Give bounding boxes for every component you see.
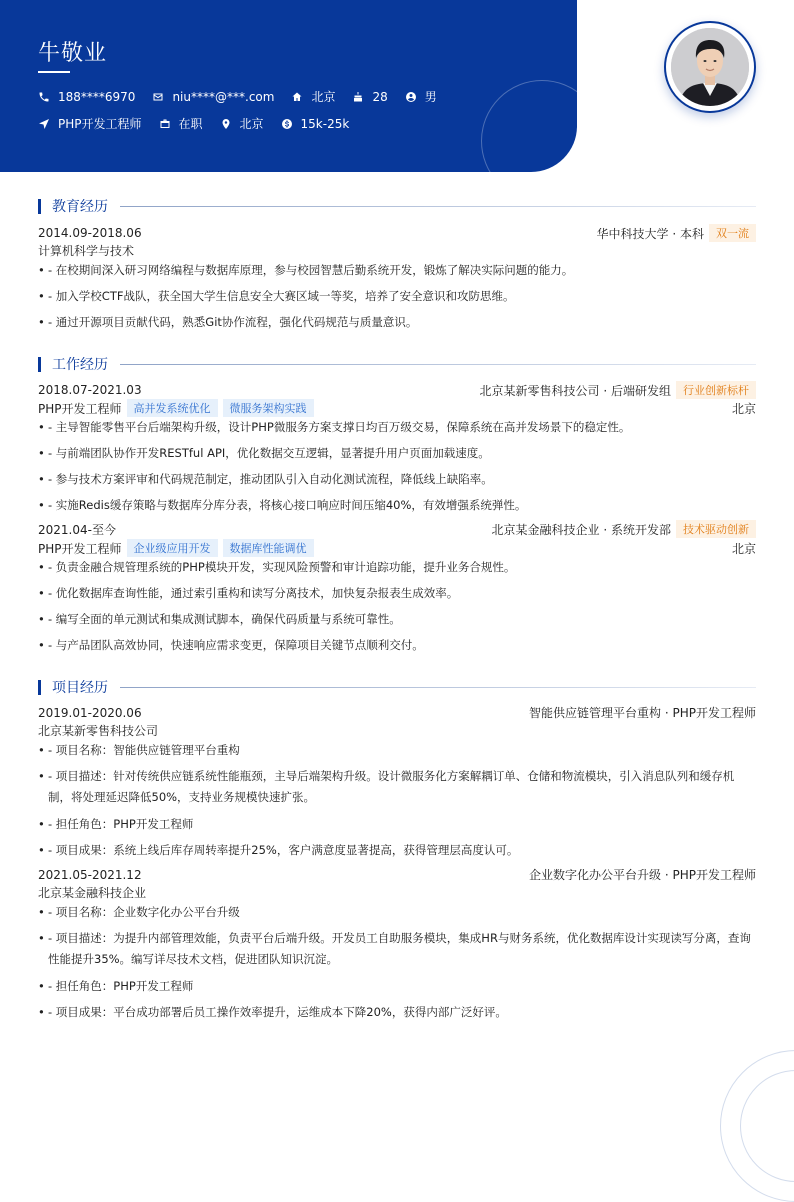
status-item: [159, 115, 203, 132]
work-role: PHP开发工程师: [38, 401, 122, 416]
briefcase-icon: [159, 118, 171, 130]
section-divider: [120, 687, 756, 688]
work-tag: 技术驱动创新: [676, 520, 756, 538]
list-item: • - 项目成果：平台成功部署后员工操作效率提升，运维成本下降20%，获得内部广泛好评。: [38, 1005, 507, 1019]
gender-item: [405, 88, 437, 105]
section-marker: [38, 199, 41, 214]
skill-tag: 企业级应用开发: [127, 539, 218, 557]
project-title: 智能供应链管理平台重构 · PHP开发工程师: [529, 706, 756, 720]
skill-tag: 微服务架构实践: [223, 399, 314, 417]
list-item: • - 与前端团队协作开发RESTful API，优化数据交互逻辑，显著提升用户页面加载速度。: [38, 446, 490, 460]
section-divider: [120, 364, 756, 365]
list-item: • - 主导智能零售平台后端架构升级，设计PHP微服务方案支撑日均百万级交易，保障系统在高并发场景下的稳定性。: [38, 420, 631, 434]
work-role-row: [38, 539, 756, 557]
work-company: 北京某新零售科技公司 · 后端研发组: [479, 383, 671, 398]
avatar: [671, 28, 749, 106]
list-item: • - 项目描述：为提升内部管理效能，负责平台后端升级。开发员工自助服务模块，集成HR与财务系统，优化数据库设计实现读写分离，查询性能提升35%。编写详尽技术文档，促进团队知识沉淀。: [38, 931, 751, 966]
location-pin-icon: [220, 118, 232, 130]
work-role-row: [38, 399, 756, 417]
work-role: PHP开发工程师: [38, 541, 122, 556]
section-marker: [38, 680, 41, 695]
avatar-frame: [664, 21, 756, 113]
position-text: PHP开发工程师: [58, 117, 142, 131]
section-marker: [38, 357, 41, 372]
list-item: • - 项目成果：系统上线后库存周转率提升25%，客户满意度显著提高，获得管理层高度认可。: [38, 843, 519, 857]
list-item: • - 与产品团队高效协同，快速响应需求变更，保障项目关键节点顺利交付。: [38, 638, 424, 652]
work-date: 2021.04-至今: [38, 522, 116, 537]
skill-tag: 数据库性能调优: [223, 539, 314, 557]
list-item: • - 项目描述：针对传统供应链系统性能瓶颈，主导后端架构升级。设计微服务化方案解耦订单、仓储和物流模块，引入消息队列和缓存机制，将处理延迟降低50%，支持业务规模快速扩张。: [38, 769, 735, 804]
decorative-ring: [481, 80, 577, 172]
section-title-work: [38, 354, 756, 374]
education-date: 2014.09-2018.06: [38, 226, 142, 240]
list-item: • - 编写全面的单元测试和集成测试脚本，确保代码质量与系统可靠性。: [38, 612, 401, 626]
project-date: 2021.05-2021.12: [38, 867, 142, 882]
project-title: 企业数字化办公平台升级 · PHP开发工程师: [529, 868, 756, 882]
send-icon: [38, 118, 50, 130]
education-tag: 双一流: [709, 224, 756, 242]
work-tag: 行业创新标杆: [676, 381, 756, 399]
work-location: 北京: [731, 541, 756, 556]
education-major: 计算机科学与技术: [38, 244, 135, 258]
city-item: [220, 115, 264, 132]
list-item: • - 担任角色：PHP开发工程师: [38, 817, 194, 831]
position-item: [38, 115, 142, 132]
project-company: 北京某新零售科技公司: [38, 724, 159, 738]
name-underline: [38, 71, 70, 73]
person-icon: [405, 91, 417, 103]
work-date: 2018.07-2021.03: [38, 383, 142, 397]
mail-icon: [152, 91, 164, 103]
list-item: • - 加入学校CTF战队，获全国大学生信息安全大赛区域一等奖，培养了安全意识和攻防思维。: [38, 289, 515, 303]
header-banner: [0, 0, 577, 172]
project-header: [38, 704, 756, 721]
list-item: • - 优化数据库查询性能，通过索引重构和读写分离技术，加快复杂报表生成效率。: [38, 586, 459, 600]
section-label: 工作经历: [52, 357, 108, 373]
age-text: 28: [372, 89, 388, 104]
education-major-row: [38, 242, 756, 259]
list-item: • - 项目名称：企业数字化办公平台升级: [38, 905, 240, 919]
home-icon: [291, 91, 303, 103]
phone-item: [38, 90, 135, 104]
email-text: niu****@***.com: [172, 89, 275, 104]
list-item: • - 负责金融合规管理系统的PHP模块开发，实现风险预警和审计追踪功能，提升业务合规性。: [38, 560, 516, 574]
list-item: • - 实施Redis缓存策略与数据库分库分表，将核心接口响应时间压缩40%，有效增强系统弹性。: [38, 498, 527, 512]
city-text: 北京: [239, 117, 264, 131]
project-company-row: [38, 722, 756, 739]
phone-icon: [38, 91, 50, 103]
section-label: 项目经历: [52, 680, 108, 696]
section-title-education: [38, 196, 756, 216]
money-icon: [281, 118, 293, 130]
cake-icon: [352, 91, 364, 103]
project-header: [38, 866, 756, 883]
work-company: 北京某金融科技企业 · 系统开发部: [491, 522, 671, 537]
section-divider: [120, 206, 756, 207]
list-item: • - 参与技术方案评审和代码规范制定，推动团队引入自动化测试流程，降低线上缺陷率。: [38, 472, 493, 486]
list-item: • - 担任角色：PHP开发工程师: [38, 979, 194, 993]
skill-tag: 高并发系统优化: [127, 399, 218, 417]
salary-text: 15k-25k: [300, 116, 350, 131]
contact-row: [38, 88, 454, 105]
list-item: • - 项目名称：智能供应链管理平台重构: [38, 743, 240, 757]
section-title-projects: [38, 677, 756, 697]
age-item: [352, 90, 387, 104]
hometown-text: 北京: [311, 90, 336, 104]
section-label: 教育经历: [52, 199, 108, 215]
email-item: [152, 90, 274, 104]
phone-text: 188****6970: [58, 89, 136, 104]
list-item: • - 通过开源项目贡献代码，熟悉Git协作流程，强化代码规范与质量意识。: [38, 315, 418, 329]
work-header: [38, 520, 756, 538]
project-company-row: [38, 884, 756, 901]
list-item: • - 在校期间深入研习网络编程与数据库原理，参与校园智慧后勤系统开发，锻炼了解决实际问题的能力。: [38, 263, 574, 277]
salary-item: [281, 117, 350, 131]
education-header: [38, 224, 756, 242]
hometown-item: [291, 88, 335, 105]
avatar-portrait: [671, 28, 749, 106]
gender-text: 男: [424, 90, 437, 104]
project-company: 北京某金融科技企业: [38, 886, 147, 900]
work-header: [38, 381, 756, 399]
work-location: 北京: [731, 401, 756, 416]
job-intent-row: [38, 115, 366, 132]
status-text: 在职: [178, 117, 203, 131]
education-school: 华中科技大学 · 本科: [596, 226, 704, 241]
candidate-name: 牛敬业: [38, 41, 108, 66]
project-date: 2019.01-2020.06: [38, 705, 142, 720]
